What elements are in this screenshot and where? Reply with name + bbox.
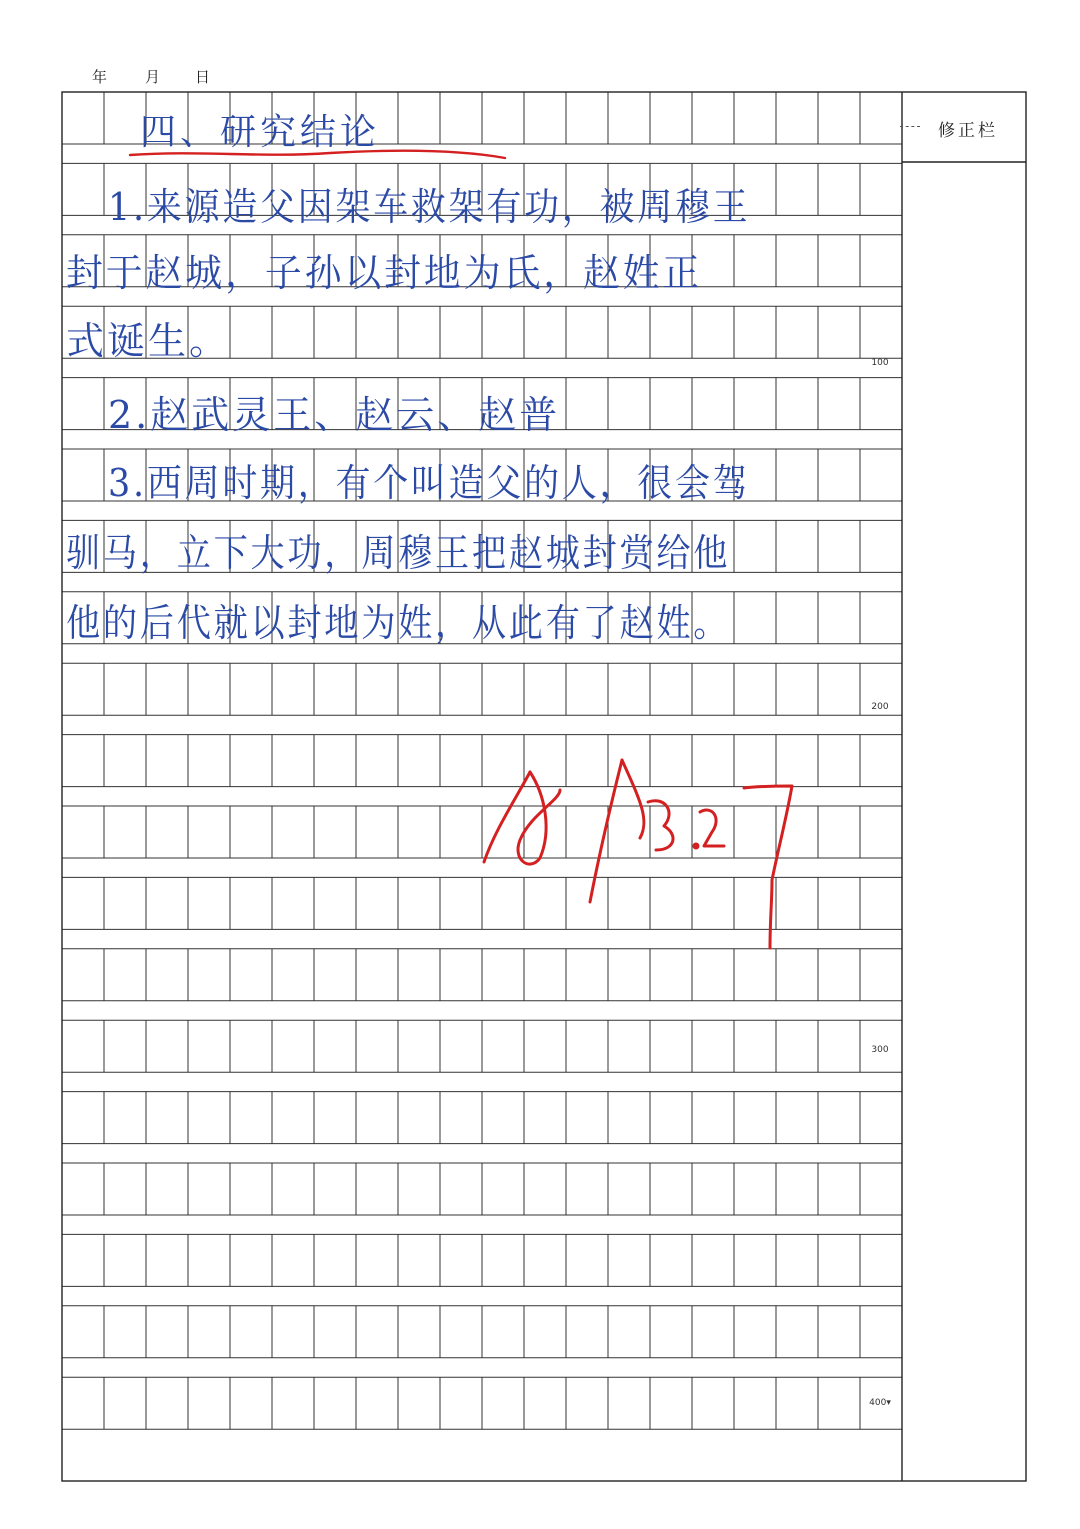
grid-row <box>62 735 902 787</box>
conclusion-line-1: 1.来源造父因架车救架有功，被周穆王 <box>108 185 751 229</box>
correction-column-label: 修正栏 <box>938 121 998 141</box>
section-title: 四、研究结论 <box>140 112 381 153</box>
char-count-300: 300 <box>871 1045 889 1055</box>
char-count-100: 100 <box>871 358 889 368</box>
conclusion-line-2: 封于赵城，子孙以封地为氏，赵姓正 <box>66 251 703 295</box>
grid-row <box>62 1377 902 1429</box>
year-label: 年 <box>92 68 108 86</box>
grid-row <box>62 1020 902 1072</box>
conclusion-line-6: 驯马，立下大功，周穆王把赵城封赏给他 <box>66 531 731 575</box>
grid-row <box>62 1234 902 1286</box>
grid-row <box>62 1163 902 1215</box>
day-label: 日 <box>195 68 211 86</box>
conclusion-line-4: 2.赵武灵王、赵云、赵普 <box>108 393 561 437</box>
month-label: 月 <box>145 68 161 86</box>
conclusion-line-5: 3.西周时期，有个叫造父的人，很会驾 <box>108 461 751 505</box>
char-count-400: 400▾ <box>869 1398 891 1408</box>
conclusion-line-3: 式诞生。 <box>66 319 231 363</box>
grid-row <box>62 877 902 929</box>
conclusion-line-7: 他的后代就以封地为姓，从此有了赵姓。 <box>66 601 731 645</box>
grid-row <box>62 1092 902 1144</box>
char-count-200: 200 <box>871 702 889 712</box>
grid-row <box>62 663 902 715</box>
grading-signature-mark <box>484 760 792 948</box>
grid-row <box>62 1306 902 1358</box>
grid-row <box>62 806 902 858</box>
correction-column-dash <box>900 126 920 127</box>
grid-row <box>62 949 902 1001</box>
